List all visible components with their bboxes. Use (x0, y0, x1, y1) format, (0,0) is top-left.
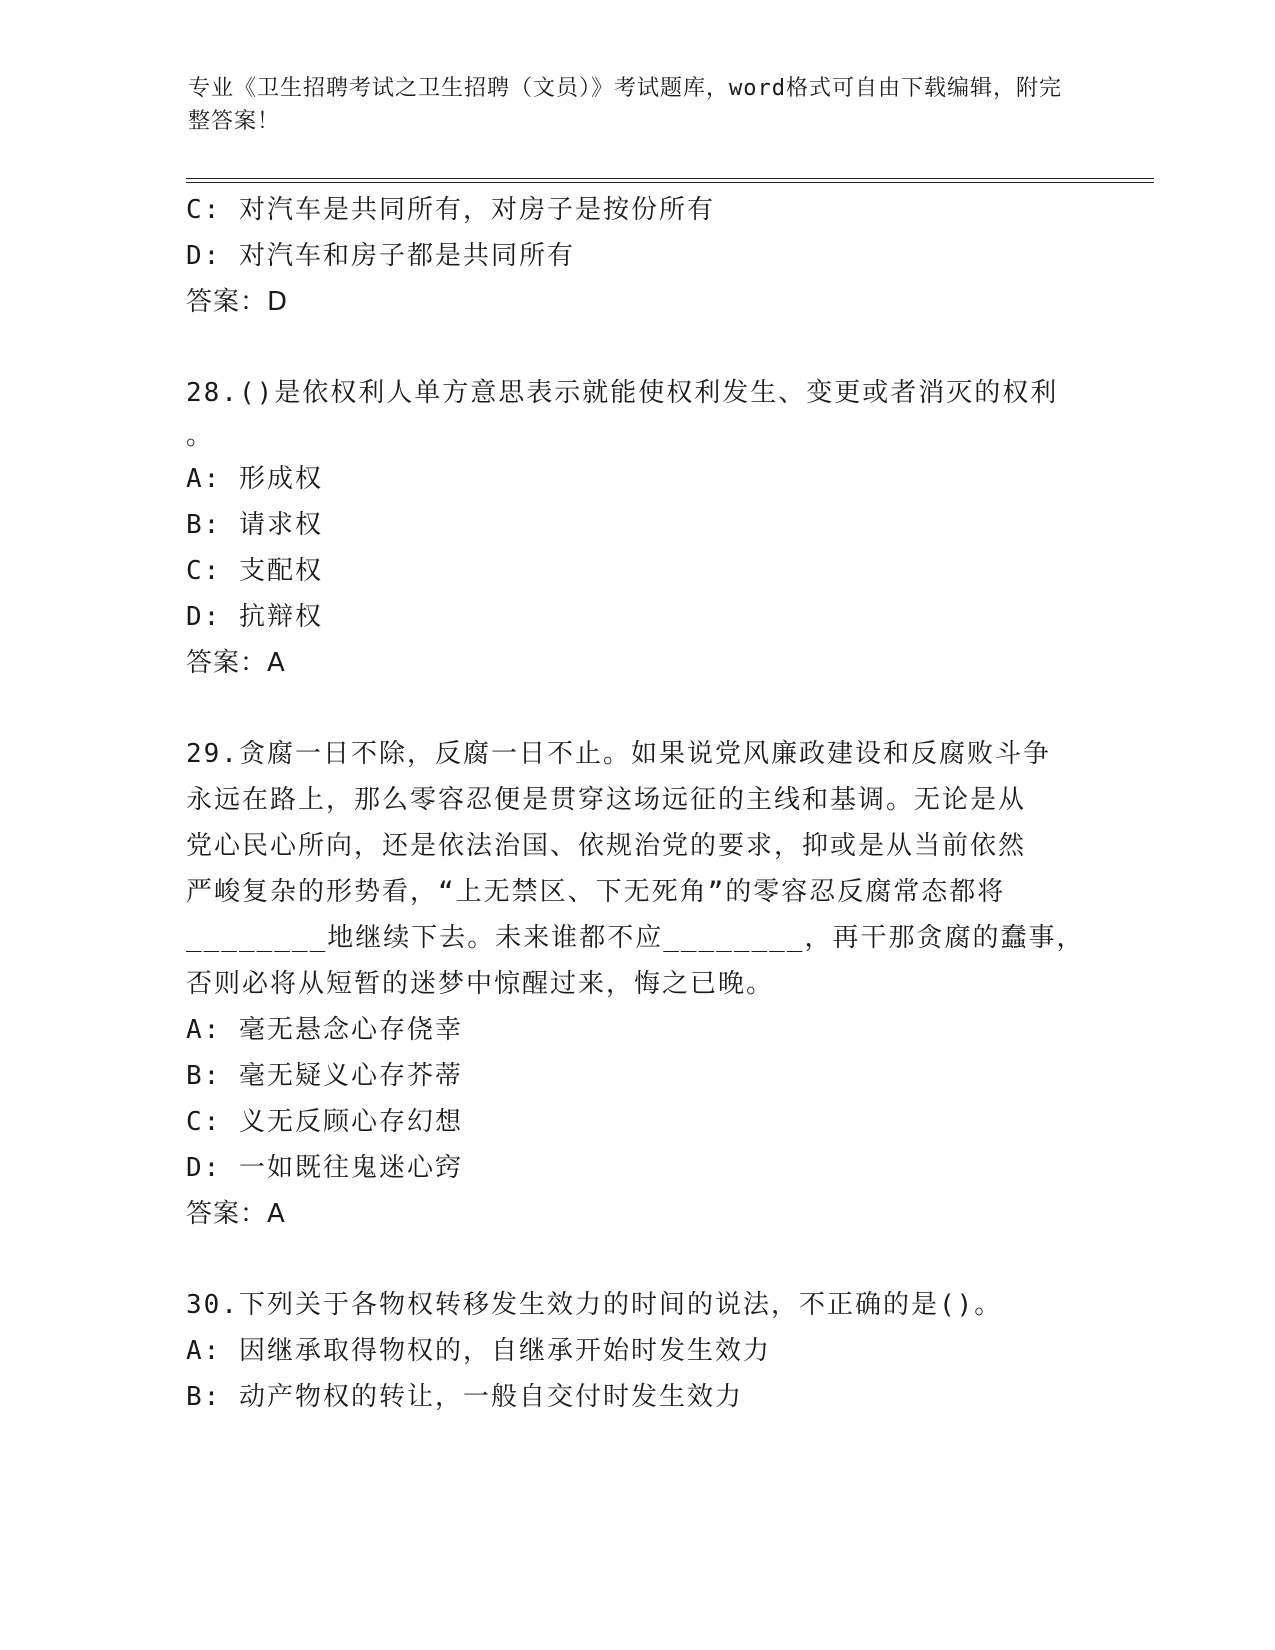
spacer (186, 325, 1086, 370)
question-28 (186, 370, 1086, 686)
spacer (186, 1237, 1086, 1282)
question-stem: ________地继续下去。未来谁都不应________，再干那贪腐的蠢事， (186, 923, 1085, 953)
option-a: A: 形成权 (186, 464, 323, 494)
question-27-tail (186, 187, 1086, 325)
option-c: C: 义无反顾心存幻想 (186, 1107, 463, 1137)
question-stem: 30.下列关于各物权转移发生效力的时间的说法，不正确的是()。 (186, 1290, 1003, 1320)
question-29 (186, 731, 1086, 1237)
answer: 答案：D (186, 287, 289, 317)
option-b: B: 动产物权的转让，一般自交付时发生效力 (186, 1382, 743, 1412)
document-header: 专业《卫生招聘考试之卫生招聘（文员）》考试题库，word格式可自由下载编辑，附完整答案！ (188, 76, 1062, 134)
option-a: A: 毫无悬念心存侥幸 (186, 1015, 463, 1045)
option-d: D: 抗辩权 (186, 602, 323, 632)
question-stem: 党心民心所向，还是依法治国、依规治党的要求，抑或是从当前依然 (186, 831, 1027, 861)
answer: 答案：A (186, 1199, 286, 1229)
option-b: B: 毫无疑义心存芥蒂 (186, 1061, 463, 1091)
spacer (186, 686, 1086, 731)
option-d: D: 对汽车和房子都是共同所有 (186, 241, 575, 271)
question-stem: 严峻复杂的形势看，“上无禁区、下无死角”的零容忍反腐常态都将 (186, 877, 1006, 907)
option-a: A: 因继承取得物权的，自继承开始时发生效力 (186, 1336, 771, 1366)
option-b: B: 请求权 (186, 510, 323, 540)
question-stem: 29.贪腐一日不除，反腐一日不止。如果说党风廉政建设和反腐败斗争 (186, 739, 1051, 769)
question-stem: 。 (186, 421, 215, 451)
question-stem: 永远在路上，那么零容忍便是贯穿这场远征的主线和基调。无论是从 (186, 785, 1027, 815)
document-body (186, 187, 1086, 1420)
question-stem: 否则必将从短暂的迷梦中惊醒过来，悔之已晚。 (186, 969, 775, 999)
header-divider (186, 178, 1154, 183)
option-c: C: 支配权 (186, 556, 323, 586)
option-d: D: 一如既往鬼迷心窍 (186, 1153, 463, 1183)
option-c: C: 对汽车是共同所有，对房子是按份所有 (186, 195, 715, 225)
answer: 答案：A (186, 648, 286, 678)
question-30 (186, 1282, 1086, 1420)
question-stem: 28.()是依权利人单方意思表示就能使权利发生、变更或者消灭的权利 (186, 378, 1059, 408)
